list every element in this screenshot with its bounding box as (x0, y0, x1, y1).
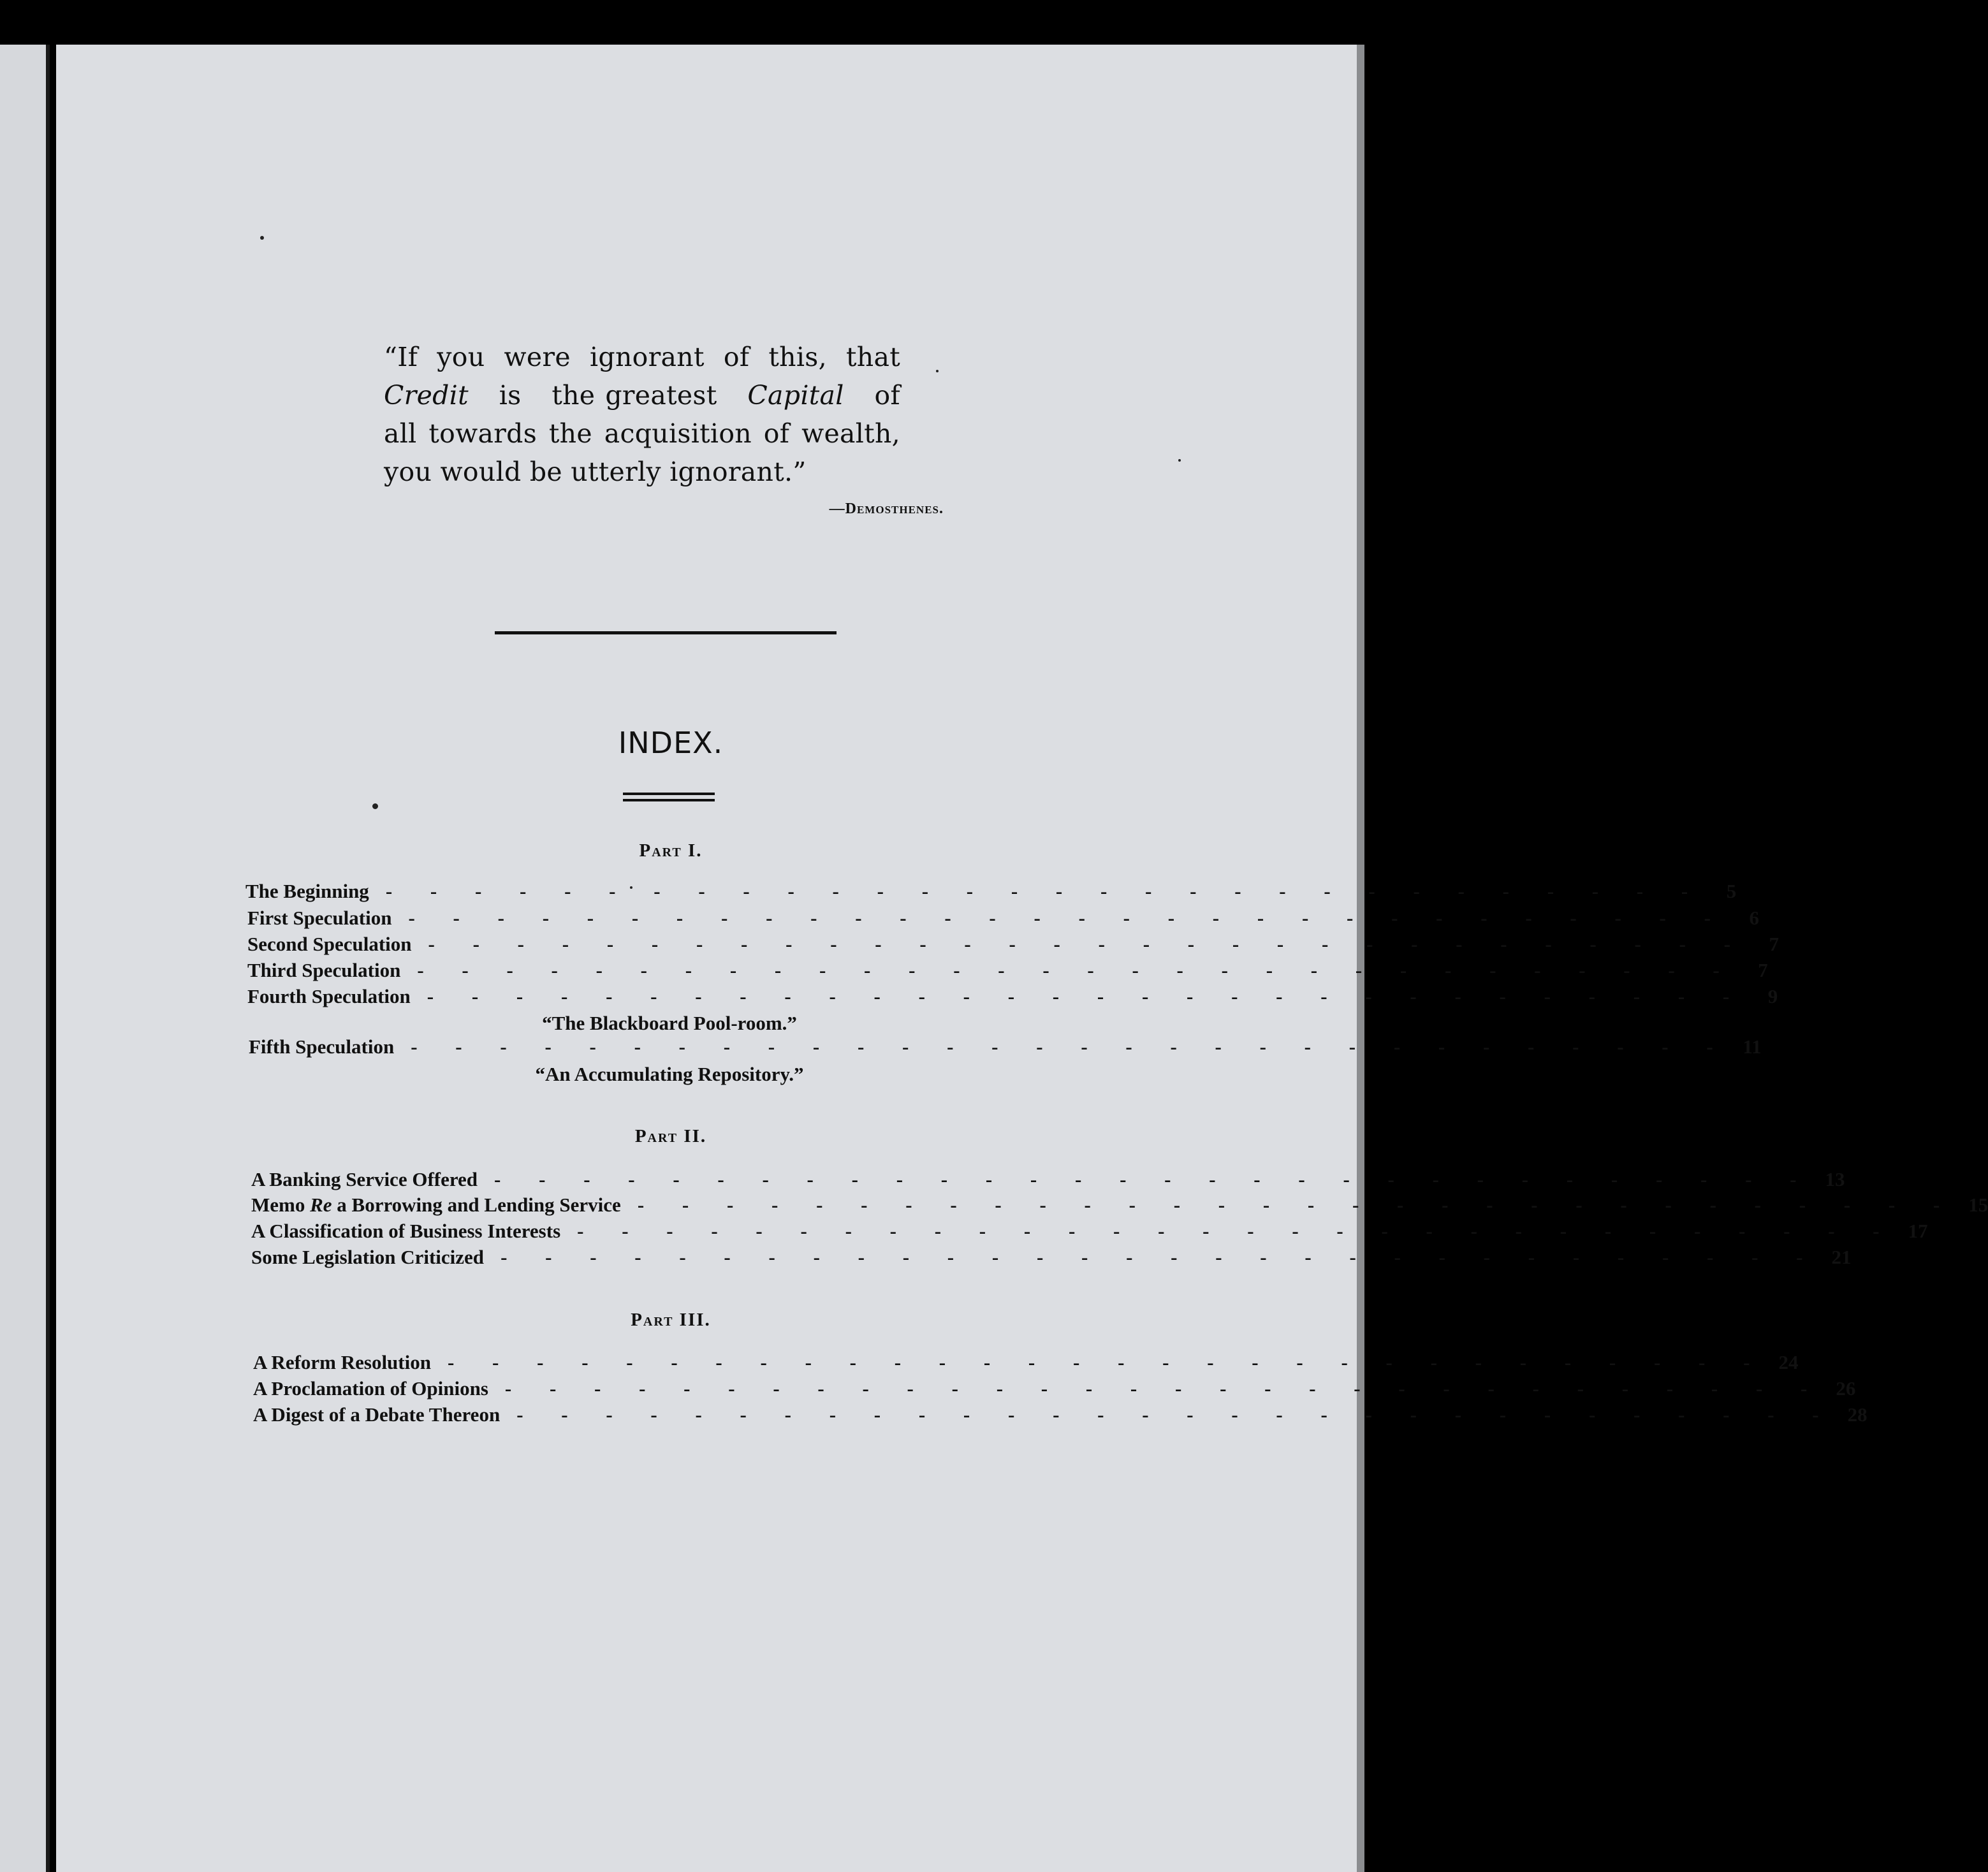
toc-entry[interactable] (247, 985, 1778, 1011)
toc-leader-dots: - - - - - - - - - - - - - - - - - - - - - - - - - - - - - - (428, 933, 1747, 955)
toc-page-number: 17 (1908, 1220, 1928, 1242)
epigraph-capital-word: Capital (747, 380, 844, 411)
toc-entry-title: A Classification of Business Interests (251, 1220, 561, 1242)
toc-leader-dots: - - - - - - - - - - - - - - - - - - - - - - - - - - - - - - (427, 985, 1746, 1007)
toc-page-number: 7 (1769, 933, 1779, 955)
toc-entry-title: Third Speculation (247, 959, 401, 981)
epigraph-credit-word: Credit (384, 380, 469, 411)
attribution-name: Demosthenes. (845, 501, 944, 517)
toc-entry-title: Fifth Speculation (249, 1035, 395, 1058)
toc-entry-title: Some Legislation Criticized (251, 1246, 485, 1268)
toc-leader-dots: - - - - - - - - - - - - - - - - - - - - - - - - - - - - - - (408, 907, 1727, 929)
toc-entry[interactable] (251, 1220, 1928, 1245)
epigraph-line-2 (384, 376, 900, 414)
toc-entry[interactable] (253, 1377, 1856, 1403)
toc-entry-title: The Beginning (245, 880, 369, 902)
toc-leader-dots: - - - - - - - - - - - - - - - - - - - - - - - - - - - - - - (504, 1377, 1824, 1400)
toc-page-number: 28 (1847, 1403, 1867, 1426)
toc-entry[interactable] (251, 1246, 1852, 1271)
epigraph-quote (384, 338, 900, 491)
toc-title-suffix: a Borrowing and Lending Service (337, 1194, 621, 1216)
toc-page-number: 26 (1836, 1377, 1856, 1400)
epigraph-line-4: you would be utterly ignorant.” (384, 457, 807, 487)
toc-entry[interactable] (247, 907, 1759, 932)
attribution-dash: — (829, 501, 845, 517)
toc-page-number: 6 (1749, 907, 1759, 929)
toc-entry-title: First Speculation (247, 907, 392, 929)
toc-page-number: 11 (1743, 1035, 1762, 1058)
part-2-heading: Part II. (634, 1126, 707, 1146)
epigraph-connector: is (499, 380, 522, 411)
toc-page-number: 24 (1778, 1351, 1799, 1373)
toc-leader-dots: - - - - - - - - - - - - - - - - - - - - - - - - - - - - - - (411, 1035, 1730, 1058)
index-title: INDEX. (618, 726, 724, 760)
epigraph-line-1: “If you were ignorant of this, that (384, 342, 900, 372)
page-shadow-edge (1357, 45, 1364, 1872)
epigraph-attribution (701, 501, 944, 518)
epigraph-line-2-tail: of (874, 380, 900, 411)
toc-leader-dots: - - - - - - - - - - - - - - - - - - - - - - - - - - - - - - (501, 1246, 1820, 1268)
toc-leader-dots: - - - - - - - - - - - - - - - - - - - - - - - - - - - - - - (494, 1168, 1813, 1190)
epigraph-line-2-text: the greatest (552, 380, 717, 411)
part-1-heading: Part I. (639, 840, 703, 861)
toc-page-number: 15 (1968, 1194, 1988, 1216)
toc-page-number: 5 (1726, 880, 1737, 902)
toc-entry-title: Fourth Speculation (247, 985, 411, 1007)
toc-entry[interactable] (245, 880, 1737, 905)
toc-entry[interactable] (251, 1168, 1845, 1194)
epigraph-line-3: all towards the acquisition of wealth, (384, 418, 900, 449)
book-page (56, 45, 1364, 1872)
title-double-rule (623, 793, 715, 801)
toc-entry-title: A Proclamation of Opinions (253, 1377, 488, 1400)
toc-entry-subtitle: “The Blackboard Pool-room.” (542, 1012, 797, 1034)
toc-entry-title: A Digest of a Debate Thereon (253, 1403, 501, 1426)
toc-entry-subtitle: “An Accumulating Repository.” (535, 1063, 804, 1085)
toc-leader-dots: - - - - - - - - - - - - - - - - - - - - - - - - - - - - - - (637, 1194, 1957, 1216)
toc-entry[interactable] (251, 1194, 1988, 1219)
toc-entry-title: A Reform Resolution (253, 1351, 431, 1373)
toc-entry[interactable] (253, 1403, 1867, 1429)
toc-entry[interactable] (249, 1035, 1762, 1061)
toc-page-number: 7 (1758, 959, 1768, 981)
toc-entry-title: Second Speculation (247, 933, 412, 955)
section-divider (495, 631, 837, 634)
toc-leader-dots: - - - - - - - - - - - - - - - - - - - - - - - - - - - - - - (385, 880, 1705, 902)
toc-entry-title (251, 1194, 621, 1217)
toc-entry[interactable] (247, 959, 1768, 984)
toc-entry[interactable] (253, 1351, 1799, 1377)
toc-page-number: 9 (1767, 985, 1778, 1007)
toc-title-italic: Re (310, 1194, 332, 1216)
toc-leader-dots: - - - - - - - - - - - - - - - - - - - - - - - - - - - - - - (417, 959, 1736, 981)
toc-entry[interactable] (247, 933, 1779, 958)
toc-leader-dots: - - - - - - - - - - - - - - - - - - - - - - - - - - - - - - (516, 1403, 1836, 1426)
facing-page-edge (0, 45, 50, 1872)
toc-page-number: 13 (1825, 1168, 1845, 1190)
part-3-heading: Part III. (631, 1310, 711, 1330)
toc-entry-title: A Banking Service Offered (251, 1168, 478, 1190)
toc-leader-dots: - - - - - - - - - - - - - - - - - - - - - - - - - - - - - - (447, 1351, 1767, 1373)
toc-page-number: 21 (1831, 1246, 1852, 1268)
toc-leader-dots: - - - - - - - - - - - - - - - - - - - - - - - - - - - - - - (577, 1220, 1896, 1242)
toc-title-prefix: Memo (251, 1194, 305, 1216)
